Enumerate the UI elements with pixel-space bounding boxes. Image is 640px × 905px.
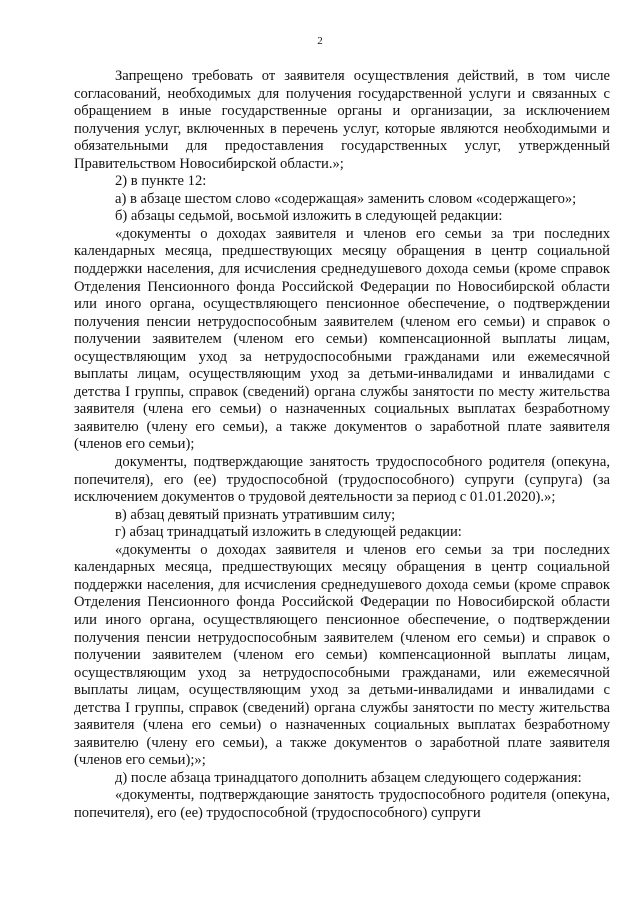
paragraph-subitem-b: б) абзацы седьмой, восьмой изложить в следующей редакции: xyxy=(115,208,503,225)
page-number: 2 xyxy=(317,35,323,47)
paragraph-income-documents: «документы о доходах заявителя и членов его семьи за три последних календарных месяца, предшествующих месяцу обращения в центр социальной поддержки населения, для исчисления среднедушевого дохода семьи (кроме справок Отделения Пенсионного фонда Российской Федерации по Новосибирской области или иного органа, осуществляющего пенсионное обеспечение, о подтверждении получения пенсии нетрудоспособным заявителем (членом его семьи) и справок о получении заявителем (членом его семьи) компенсационной выплаты лицам, осуществляющим уход за нетрудоспособными гражданами или ежемесячной выплаты лицам, осуществляющим уход за детьми-инвалидами и инвалидами с детства I группы, справок (сведений) органа службы занятости по месту жительства заявителя (члена его семьи) о назначенных социальных выплатах безработному заявителю (члену его семьи), а также документов о заработной плате заявителя (членов его семьи); xyxy=(74,225,610,453)
paragraph-subitem-g: г) абзац тринадцатый изложить в следующей редакции: xyxy=(115,524,462,541)
paragraph-subitem-d: д) после абзаца тринадцатого дополнить абзацем следующего содержания: xyxy=(115,769,582,786)
document-body xyxy=(74,68,610,823)
paragraph-prohibition: Запрещено требовать от заявителя осуществления действий, в том числе согласований, необходимых для получения государственной услуги и связанных с обращением в иные государственные органы и организации, за исключением получения услуг, включенных в перечень услуг, которые являются необходимыми и обязательными для предоставления государственных услуг, утвержденный Правительством Новосибирской области.»; xyxy=(74,68,610,172)
paragraph-income-documents-revised: «документы о доходах заявителя и членов его семьи за три последних календарных месяца, предшествующих месяцу обращения в центр социальной поддержки населения, для исчисления среднедушевого дохода семьи (кроме справок Отделения Пенсионного фонда Российской Федерации по Новосибирской области или иного органа, осуществляющего пенсионное обеспечение, о подтверждении получения пенсии нетрудоспособным заявителем (членом его семьи) и справок о получении заявителем (членом его семьи) компенсационной выплаты лицам, осуществляющим уход за нетрудоспособными гражданами, или ежемесячной выплаты лицам, осуществляющим уход за детьми-инвалидами и инвалидами с детства I группы, справок (сведений) органа службы занятости по месту жительства заявителя (члена его семьи) о назначенных социальных выплатах безработному заявителю (члену его семьи), а также документов о заработной плате заявителя (членов его семьи);»; xyxy=(74,541,610,769)
paragraph-employment-documents: документы, подтверждающие занятость трудоспособного родителя (опекуна, попечителя), его (ее) трудоспособной (трудоспособного) супруги (супруга) (за исключением документов о трудовой деятельности за период с 01.01.2020).»; xyxy=(74,454,610,506)
paragraph-item-2: 2) в пункте 12: xyxy=(115,173,207,190)
paragraph-employment-documents-new: «документы, подтверждающие занятость трудоспособного родителя (опекуна, попечителя), его (ее) трудоспособной (трудоспособного) супруги xyxy=(74,787,610,821)
paragraph-subitem-a: а) в абзаце шестом слово «содержащая» заменить словом «содержащего»; xyxy=(115,190,577,207)
paragraph-subitem-v: в) абзац девятый признать утратившим силу; xyxy=(115,506,396,523)
